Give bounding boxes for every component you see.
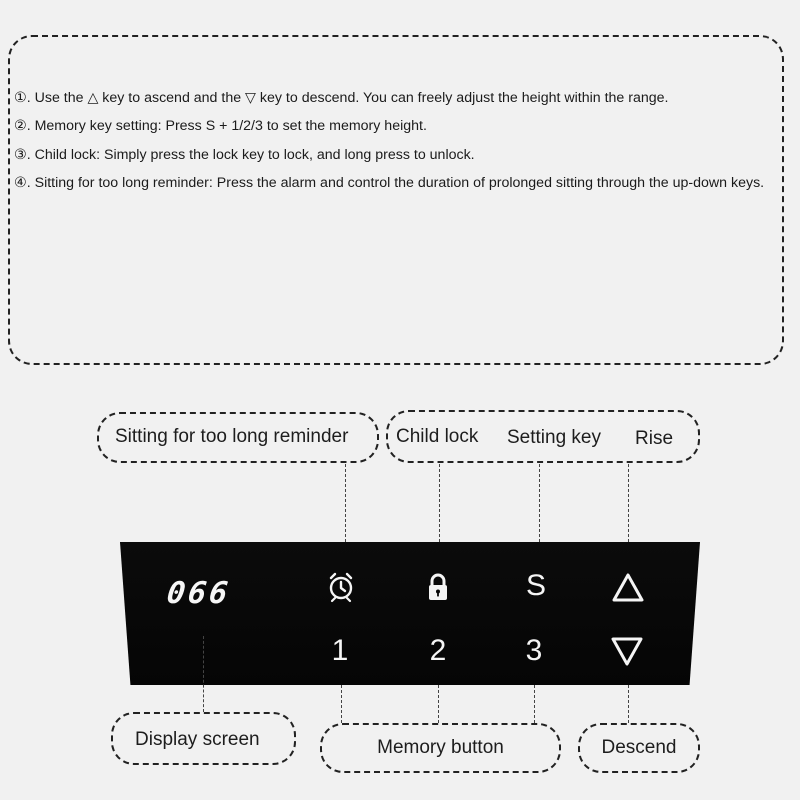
- instruction-item-1: ①. Use the △ key to ascend and the ▽ key to descend. You can freely adjust the height within the range.: [14, 90, 669, 106]
- alarm-clock-icon[interactable]: [321, 567, 361, 607]
- instruction-item-4: ④. Sitting for too long reminder: Press the alarm and control the duration of prolonged sitting through the up-down keys.: [14, 174, 765, 191]
- descend-label: Descend: [601, 737, 677, 758]
- instructions-list: [14, 84, 776, 197]
- rise-connector: [628, 464, 629, 542]
- descend-connector: [628, 685, 629, 723]
- child-lock-label: Child lock: [396, 426, 479, 447]
- memory-connector-2: [438, 685, 439, 723]
- instruction-item-2: ②. Memory key setting: Press S + 1/2/3 to set the memory height.: [14, 118, 427, 135]
- memory-button-2[interactable]: 2: [429, 634, 447, 667]
- display-connector: [203, 636, 204, 712]
- up-triangle-icon[interactable]: [608, 568, 648, 608]
- memory-connector-3: [534, 685, 535, 723]
- memory-connector-1: [341, 685, 342, 723]
- lock-icon[interactable]: [418, 567, 458, 607]
- setting-connector: [539, 464, 540, 542]
- alarm-connector: [345, 464, 346, 542]
- lock-connector: [439, 464, 440, 542]
- instruction-item-3: ③. Child lock: Simply press the lock key to lock, and long press to unlock.: [14, 146, 475, 163]
- setting-key-button[interactable]: S: [525, 569, 546, 602]
- memory-button-1[interactable]: 1: [331, 634, 349, 667]
- setting-key-label: Setting key: [507, 427, 601, 448]
- sitting-reminder-label: Sitting for too long reminder: [115, 426, 349, 447]
- display-screen-label: Display screen: [135, 729, 260, 750]
- memory-button-3[interactable]: 3: [525, 634, 543, 667]
- down-triangle-icon[interactable]: [607, 631, 647, 671]
- memory-button-label: Memory button: [377, 737, 504, 758]
- rise-label: Rise: [635, 428, 674, 449]
- display-readout: 066: [164, 576, 233, 611]
